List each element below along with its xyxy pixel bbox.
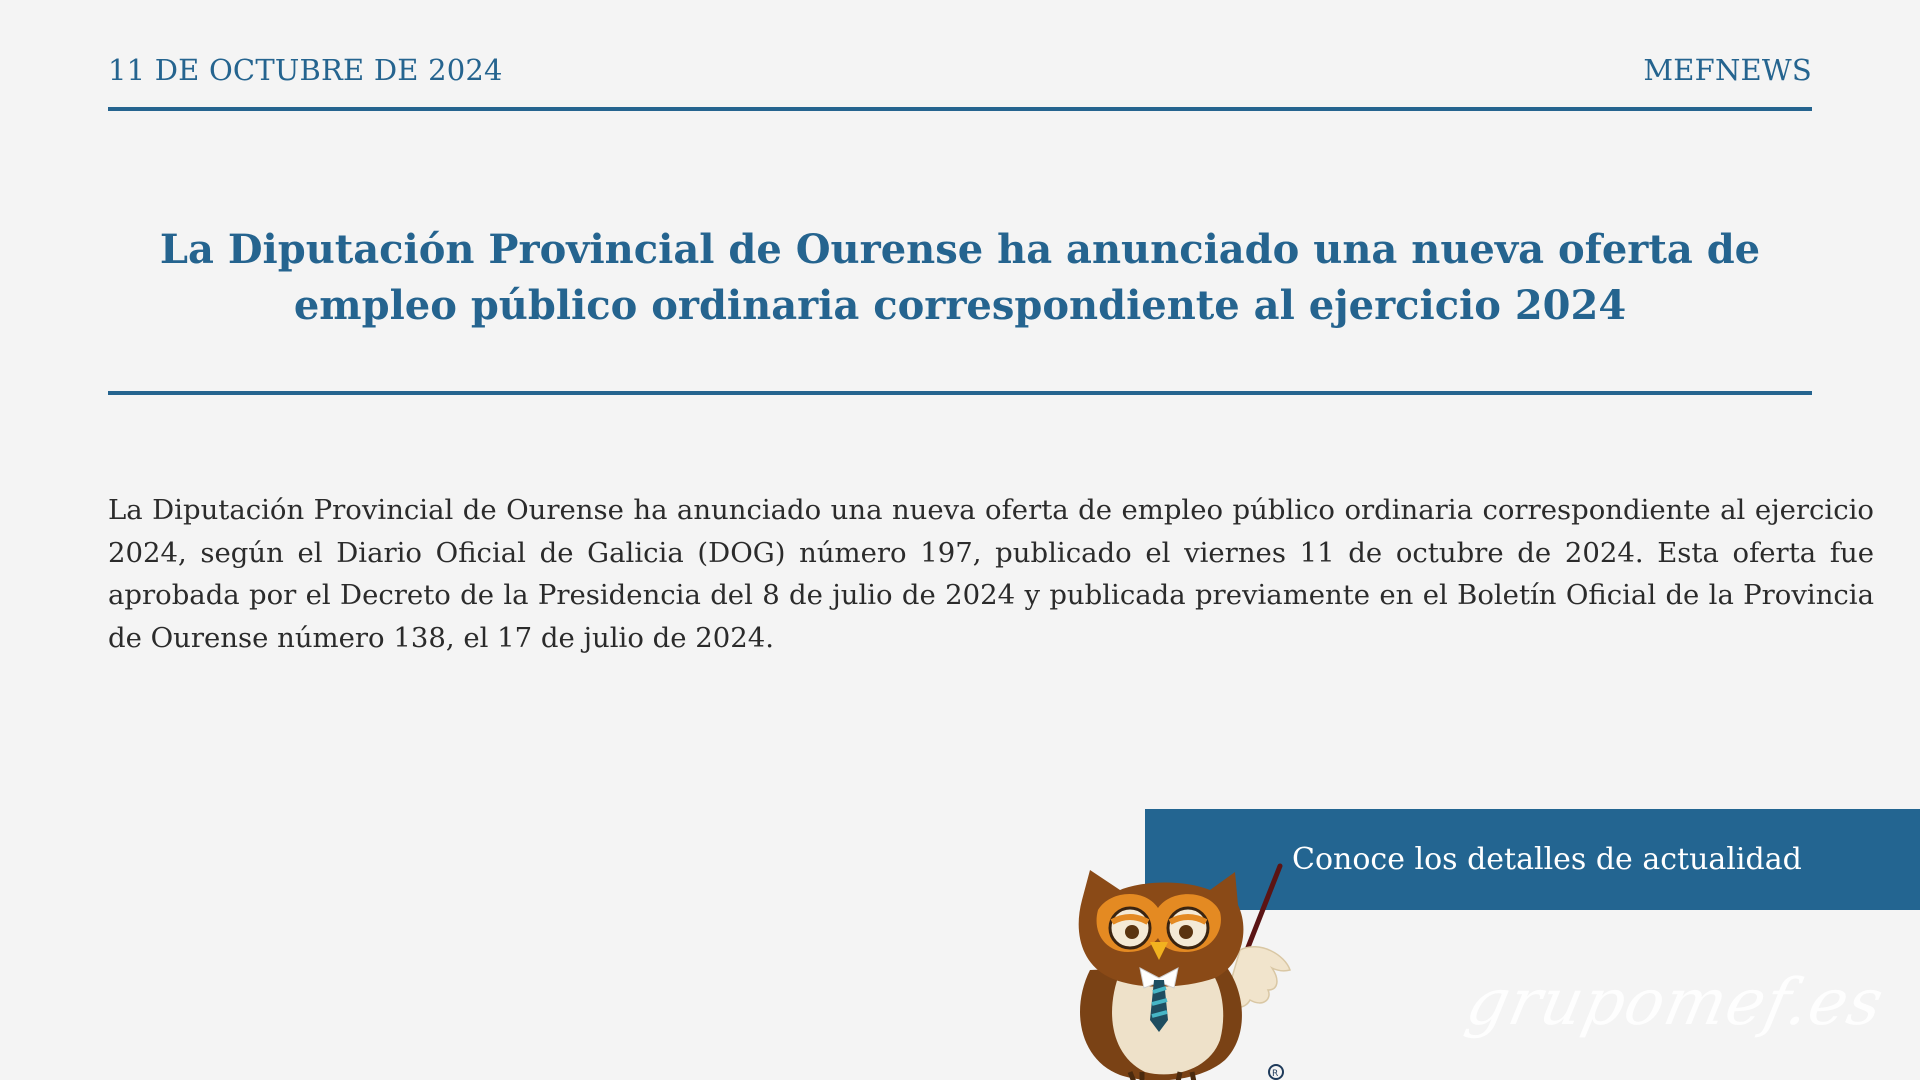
owl-mascot-icon (1050, 860, 1295, 1080)
brand-name: MEFNEWS (1643, 53, 1812, 87)
publication-date: 11 DE OCTUBRE DE 2024 (108, 53, 503, 87)
article-title: La Diputación Provincial de Ourense ha anunciado una nueva oferta de empleo público ordinaria correspondiente al ejercicio 2024 (159, 226, 1761, 329)
article-body: La Diputación Provincial de Ourense ha anunciado una nueva oferta de empleo público ordinaria correspondiente al ejercicio 2024, según el Diario Oficial de Galicia (DOG) número 197, publicado el viernes 11 de octubre de 2024. Esta oferta fue aprobada por el Decreto de la Presidencia del 8 de julio de 2024 y publicada previamente en el Boletín Oficial de la Provincia de Ourense número 138, el 17 de julio de 2024. (108, 494, 1874, 654)
header-bar (108, 50, 1812, 90)
logo-wordmark: grupomef.es (1460, 966, 1891, 1040)
svg-text:R: R (1272, 1069, 1279, 1079)
title-divider (108, 391, 1812, 395)
header-divider (108, 107, 1812, 111)
grupomef-logo (1460, 948, 1891, 1058)
cta-label: Conoce los detalles de actualidad (1292, 842, 1802, 877)
